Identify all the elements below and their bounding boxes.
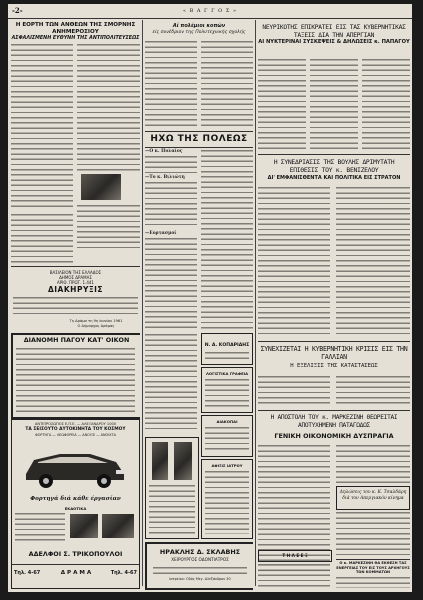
divider <box>145 131 253 132</box>
shop-ad-b-title: ΛΟΓΙΣΤΙΚΑ ΓΡΑΦΕΙΑ <box>205 371 249 376</box>
subhead-night-meetings: ΑΙ ΝΥΚΤΕΡΙΝΑΙ ΣΥΣΚΕΨΕΙΣ & ΔΗΛΩΣΕΙΣ κ. ΠΑΠΑΓΟΥ <box>258 39 410 46</box>
article-text-block <box>258 58 306 150</box>
phone-right: Τηλ. 4-67 <box>110 570 137 576</box>
ice-delivery-ad <box>11 333 140 419</box>
phone-left: Τηλ. 4-67 <box>14 570 41 576</box>
shop-ad-a-text <box>205 351 249 361</box>
truck-photo <box>70 514 98 538</box>
ice-ad-text <box>16 347 135 413</box>
dentist-text <box>153 566 247 576</box>
headline-markezinis-leaders: Ο κ. ΜΑΡΚΕΖΙΝΗ ΘΑ ΕΚΘΕΣΗ ΤΑΣ ΕΝΕΡΓΕΙΑΣ ΤΟΥ ΕΙΣ ΤΟΥΣ ΑΡΧΗΓΟΥΣ ΤΩΝ ΚΟΜΜΑΤΩΝ <box>336 561 410 575</box>
wine-ad <box>145 437 199 539</box>
shop-ad-d-title: ΑΦΙΞΙΣ ΙΑΤΡΟΥ <box>211 463 243 468</box>
item-text <box>145 333 197 433</box>
notice-number: ΑΡΙΘ. ΠΡΩΤ. 1.441 <box>57 280 94 285</box>
item-heading: —Ο κ. Πυλαίος <box>145 149 183 154</box>
truck-ad <box>11 419 140 589</box>
statement-box <box>336 486 410 510</box>
bottle-image <box>152 442 168 480</box>
divider <box>258 410 410 411</box>
article-text-block <box>77 204 140 252</box>
subhead-developments: Η ΕΞΕΛΙΞΙΣ ΤΗΣ ΚΑΤΑΣΤΑΣΕΩΣ <box>290 363 378 369</box>
article-text-block <box>336 511 410 557</box>
column-rule <box>255 20 256 586</box>
item-text <box>145 181 197 229</box>
shop-ad-b <box>201 367 253 413</box>
shop-ad-c <box>201 415 253 457</box>
dentist-ad <box>145 542 253 590</box>
article-text-block <box>11 213 73 263</box>
divider <box>336 559 410 560</box>
telex-box <box>258 550 332 562</box>
wine-ad-text <box>149 484 195 534</box>
headline-flower-festival: Η ΕΟΡΤΗ ΤΩΝ ΑΝΘΕΩΝ ΤΗΣ ΣΜΟΡΝΗΣ ΑΝΗΜΕΡΟΣΙΟΥ <box>15 22 136 35</box>
article-text-block <box>336 576 410 588</box>
truck-ad-line: ΤΑ ΣΕΙΣΟΥΤΟ ΑΥΤΟΚΙΝΗΤΑ ΤΟΥ ΚΟΣΜΟΥ <box>25 427 126 432</box>
notice-title: ΔΙΑΚΗΡΥΞΙΣ <box>47 285 104 294</box>
shop-ad-b-text <box>205 378 249 408</box>
divider <box>11 266 140 267</box>
column-right <box>258 20 410 590</box>
article-text-block <box>336 444 410 484</box>
article-text-block <box>336 186 410 336</box>
shop-ad-a-title: Ν. Α. ΚΟΠΑΡΙΔΗΣ <box>204 343 250 348</box>
headline-markezinis: Η ΑΠΟΣΤΟΛΗ ΤΟΥ κ. ΜΑΡΚΕΖΙΝΗ ΘΕΩΡΕΙΤΑΙ ΑΠΟΤΥΧΗΜΕΝΗ ΠΑΤΑΓΩΔΩΣ <box>270 414 398 429</box>
bottle-image <box>174 442 192 480</box>
item-text <box>201 149 253 329</box>
dentist-name: ΗΡΑΚΛΗΣ Δ. ΣΚΛΑΒΗΣ <box>159 548 241 556</box>
notice-org: ΒΑΣΙΛΕΙΟΝ ΤΗΣ ΕΛΛΑΔΟΣ <box>49 270 102 275</box>
column-left <box>11 20 140 590</box>
truck-spec-text <box>15 512 65 542</box>
divider <box>258 341 410 342</box>
telex-label: Τ Η Λ Ε Ε Ξ <box>282 553 308 558</box>
item-text <box>145 155 197 173</box>
truck-ad-sub: ΦΟΡΤΗΓΑ — ΛΕΩΦΟΡΕΙΑ — ΑΝΟΙΞΕ — ΑΝΟΙΧΤΑ <box>35 433 116 437</box>
divider <box>145 147 253 148</box>
article-text-block <box>310 58 358 150</box>
headline-france-crisis: ΣΥΝΕΧΙΖΕΤΑΙ Η ΚΥΒΕΡΝΗΤΙΚΗ ΚΡΙΣΙΣ ΕΙΣ ΤΗΝ ΓΑΛΛΙΑΝ <box>260 345 408 361</box>
shop-ad-c-title: ΔΙΑΚΟΠΑΙ <box>216 419 238 424</box>
statement-title: Δηλώσεις του κ. Κ. Τσαλδάρη διά τον Απεργιακόν κίνημα <box>339 490 407 501</box>
article-text-block <box>336 375 410 407</box>
article-text-block <box>145 40 197 128</box>
subhead-congress: είς συνέδριον της Πολυτεχνικής σχολής <box>152 29 246 35</box>
item-heading: —Το κ. Βιλιώτη <box>145 175 185 180</box>
notice-date: Τη Δράμα τη 9η Ιουνίου 1961 <box>69 319 123 323</box>
item-text <box>145 237 197 329</box>
dentist-address: Ιατρείον: Οδός Μεγ. Αλεξάνδρου 30 <box>169 577 231 581</box>
masthead <box>8 4 412 19</box>
article-text-block <box>11 43 73 209</box>
shop-ad-a <box>201 333 253 365</box>
column-rule <box>142 20 143 586</box>
section-city-echo: ΗΧΩ ΤΗΣ ΠΟΛΕΩΣ <box>150 134 248 144</box>
shop-ad-d-text <box>205 470 249 534</box>
truck-caption: Φορτηγά διά κάθε έργασίαν <box>30 496 121 502</box>
headline-nervousness: ΝΕΥΡΙΚΟΤΗΣ ΕΠΙΚΡΑΤΕΙ ΕΙΣ ΤΑΣ ΚΥΒΕΡΝΗΤΙΚΑΣ ΤΑΞΕΙΣ ΔΙΑ ΤΗΝ ΑΠΕΡΓΙΑΝ <box>262 24 406 39</box>
headline-parliament: Η ΣΥΝΕΔΡΙΑΣΙΣ ΤΗΣ ΒΟΥΛΗΣ ΔΡΙΜΥΤΑΤΗ ΕΠΙΘΕΣΙΣ ΤΟΥ κ. ΒΕΝΙΖΕΛΟΥ <box>273 158 395 174</box>
truck-illustration <box>20 440 130 492</box>
article-text-block <box>258 563 330 588</box>
truck-columns-title: ΕΚΔΟΤΙΚΑ <box>64 506 87 511</box>
dealer-name: ΑΔΕΛΦΟΙ Σ. ΤΡΙΚΟΠΟΥΛΟΙ <box>28 550 123 558</box>
subhead-army: ΔΙ' ΕΜΦΑΝΙΣΘΕΝΤΑ ΚΑΙ ΠΟΛΙΤΙΚΑ ΕΙΣ ΣΤΡΑΤΟΝ <box>267 175 401 181</box>
divider <box>258 154 410 155</box>
portrait-photo <box>81 174 121 200</box>
divider <box>12 564 139 565</box>
notice-sub: ΔΗΜΟΣ ΔΡΑΜΑΣ <box>59 275 92 280</box>
notice-text <box>13 296 138 316</box>
article-text-block <box>201 40 253 128</box>
paper-name: « Β Α Γ Γ Ο Σ » <box>182 8 238 14</box>
article-text-block <box>77 43 140 171</box>
truck-ad-top: ΑΝΤΙΠΡΟΣΩΠΟΣ Ε.Π.Ε. — ΑΛΕΞΑΝΔΡΟΥ 1000 <box>34 422 117 426</box>
article-text-block <box>362 58 410 150</box>
notice-signature: Ο Δήμαρχος Δράμας <box>77 324 115 328</box>
item-heading: —Εορτασμοί <box>145 231 177 236</box>
truck-photo <box>102 514 134 538</box>
shop-ad-c-text <box>205 426 249 452</box>
subhead-economic: ΓΕΝΙΚΗ ΟΙΚΟΝΟΜΙΚΗ ΔΥΣΠΡΑΓΙΑ <box>274 432 394 440</box>
headline-enemies: Αί πολέμιοι κοπών <box>172 23 226 29</box>
dentist-title: ΧΕΙΡΟΥΡΓΟΣ ΟΔΟΝΤΙΑΤΡΟΣ <box>171 557 229 562</box>
column-middle <box>145 20 253 590</box>
ice-ad-title: ΔΙΑΝΟΜΗ ΠΑΓΟΥ ΚΑΤ' ΟΙΚΟΝ <box>23 336 130 344</box>
city-name: Δ Ρ Α Μ Α <box>60 570 92 576</box>
page-number: -2- <box>12 6 23 15</box>
shop-ad-d <box>201 459 253 539</box>
newspaper-page <box>8 4 412 592</box>
article-text-block <box>258 375 330 407</box>
subhead-opposition: ΑΣΦΑΛΙΣΜΕΝΗ ΕΥΘΥΝΗ ΤΗΣ ΑΝΤΙΠΟΛΙΤΕΥΣΕΩΣ <box>11 36 140 41</box>
article-text-block <box>258 186 330 336</box>
